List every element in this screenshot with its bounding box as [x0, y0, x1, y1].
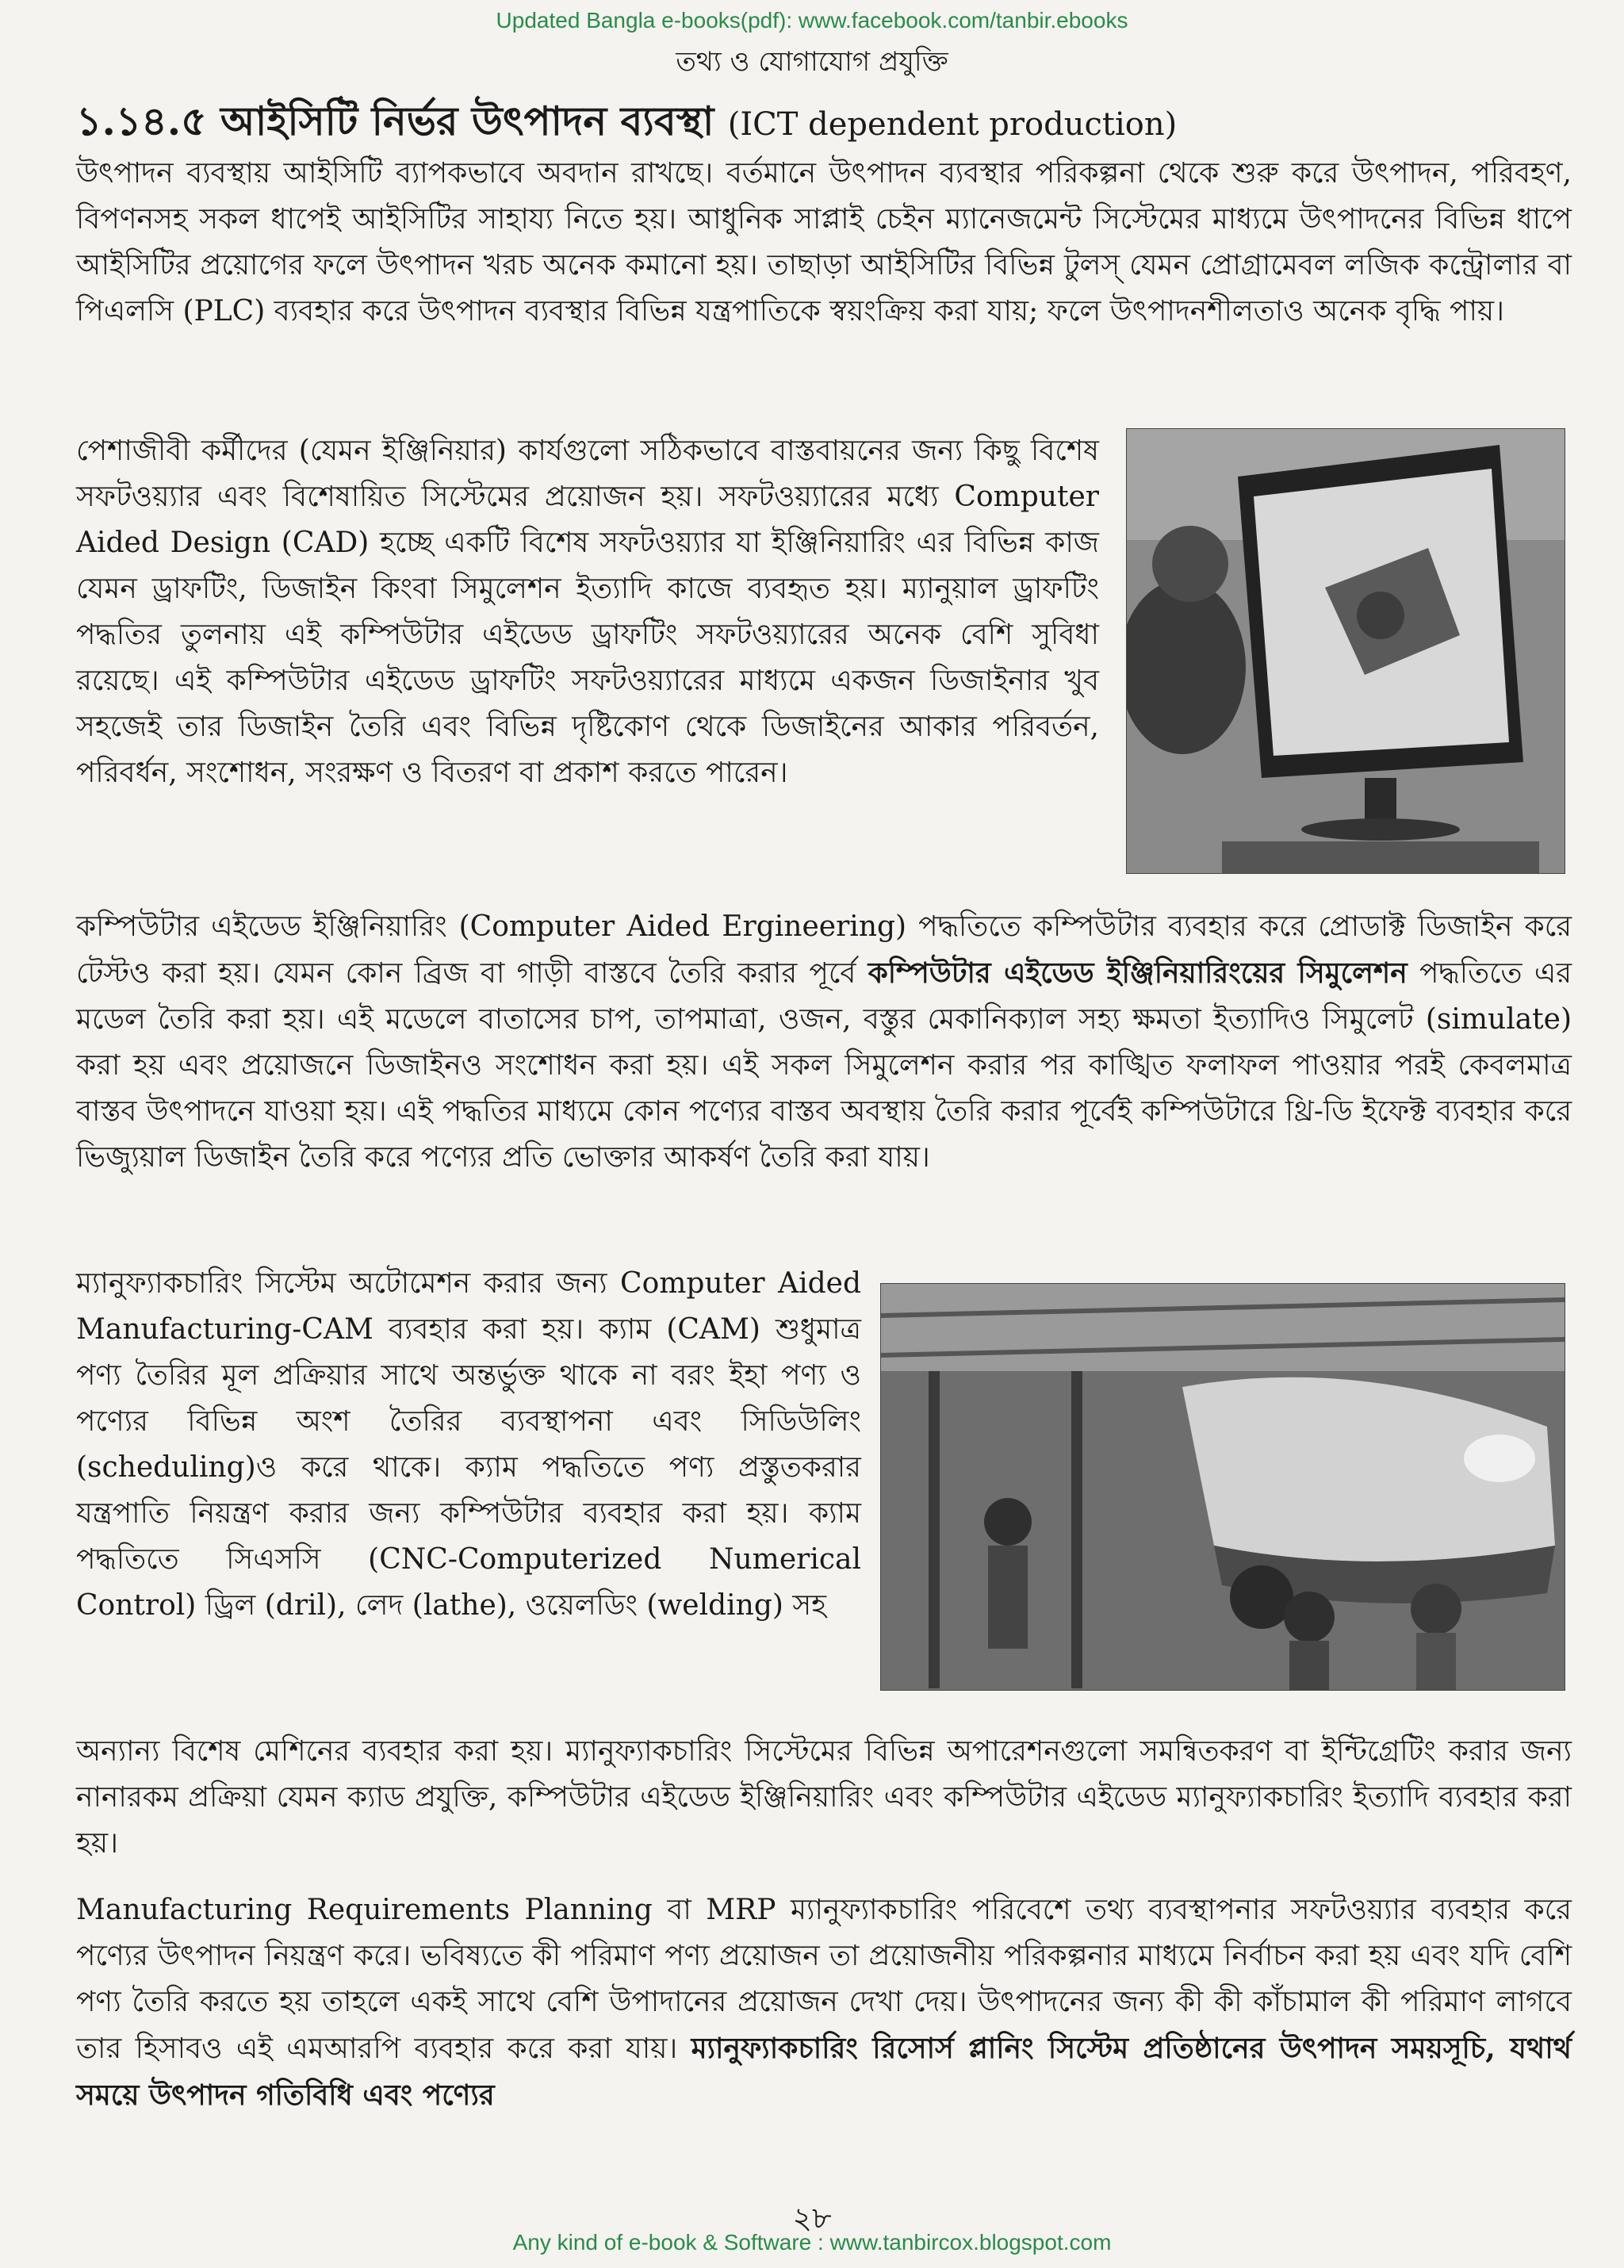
running-head: তথ্য ও যোগাযোগ প্রযুক্তি — [676, 46, 948, 78]
cae-text-part-2: পদ্ধতিতে এর মডেল তৈরি করা হয়। এই মডেলে বাতাসের চাপ, তাপমাত্রা, ওজন, বস্তুর মেকানিক্যাল সহ্য ক্ষমতা ইত্যাদিও সিমুলেট (simulate) করা হয় এবং প্রয়োজনে ডিজাইনও সংশোধন করা হয়। এই সকল সিমুলেশন করার পর কাঙ্খিত ফলাফল পাওয়ার পরই কেবলমাত্র বাস্তব উৎপাদনে যাওয়া হয়। এই পদ্ধতির মাধ্যমে কোন পণ্যের বাস্তব অবস্থায় তৈরি করার পূর্বেই কম্পিউটারে থ্রি-ডি ইফেক্ট ব্যবহার করে ভিজ্যুয়াল ডিজাইন তৈরি করে পণ্যের প্রতি ভোক্তার আকর্ষণ তৈরি করা যায়। — [76, 957, 1572, 1174]
cad-workstation-photo — [1126, 428, 1565, 874]
section-title: ১.১৪.৫ আইসিটি নির্ভর উৎপাদন ব্যবস্থা — [76, 98, 714, 144]
paragraph-intro: উৎপাদন ব্যবস্থায় আইসিটি ব্যাপকভাবে অবদান রাখছে। বর্তমানে উৎপাদন ব্যবস্থার পরিকল্পনা থেকে শুরু করে উৎপাদন, পরিবহণ, বিপণনসহ সকল ধাপেই আইসিটির সাহায্য নিতে হয়। আধুনিক সাপ্লাই চেইন ম্যানেজমেন্ট সিস্টেমের মাধ্যমে উৎপাদনের বিভিন্ন ধাপে আইসিটির প্রয়োগের ফলে উৎপাদন খরচ অনেক কমানো হয়। তাছাড়া আইসিটির বিভিন্ন টুলস্ যেমন প্রোগ্রামেবল লজিক কন্ট্রোলার বা পিএলসি (PLC) ব্যবহার করে উৎপাদন ব্যবস্থার বিভিন্ন যন্ত্রপাতিকে স্বয়ংক্রিয় করা যায়; ফলে উৎপাদনশীলতাও অনেক বৃদ্ধি পায়। — [76, 157, 1572, 328]
watermark-bottom: Any kind of e-book & Software : www.tanbircox.blogspot.com — [512, 2230, 1112, 2255]
section-heading — [76, 94, 1567, 152]
cae-text-bold: কম্পিউটার এইডেড ইঞ্জিনিয়ারিংয়ের সিমুলেশন — [868, 956, 1408, 990]
paragraph-mrp — [76, 1887, 1572, 2149]
paragraph-cae — [76, 904, 1572, 1245]
car-assembly-line-photo — [880, 1283, 1565, 1691]
paragraph-cam: ম্যানুফ্যাকচারিং সিস্টেম অটোমেশন করার জন্য Computer Aided Manufacturing-CAM ব্যবহার করা হয়। ক্যাম (CAM) শুধুমাত্র পণ্য তৈরির মূল প্রক্রিয়ার সাথে অন্তর্ভুক্ত থাকে না বরং ইহা পণ্য ও পণ্যের বিভিন্ন অংশ তৈরির ব্যবস্থাপনা এবং সিডিউলিং (scheduling)ও করে থাকে। ক্যাম পদ্ধতিতে পণ্য প্রস্তুতকরার যন্ত্রপাতি নিয়ন্ত্রণ করার জন্য কম্পিউটার ব্যবহার করা হয়। ক্যাম পদ্ধতিতে সিএসসি (CNC-Computerized Numerical Control) ড্রিল (dril), লেদ (lathe), ওয়েলডিং (welding) সহ — [76, 1267, 861, 1622]
mrp-text-bold: ম্যানুফ্যাকচারিং রিসোর্স প্লানিং সিস্টেম প্রতিষ্ঠানের উৎপাদন সময়সূচি, যথার্থ সময়ে উৎপাদন গতিবিধি এবং পণ্যের — [76, 2032, 1572, 2112]
cad-photo-illustration — [1127, 429, 1565, 873]
section-title-english: (ICT dependent production) — [727, 106, 1178, 143]
cae-text-part-1: কম্পিউটার এইডেড ইঞ্জিনিয়ারিং (Computer Aided Ergineering) পদ্ধতিতে কম্পিউটার ব্যবহার করে প্রোডাক্ট ডিজাইন করে টেস্টও করা হয়। যেমন কোন ব্রিজ বা গাড়ী বাস্তবে তৈরি করার পূর্বে — [76, 910, 1572, 990]
paragraph-cad: পেশাজীবী কর্মীদের (যেমন ইঞ্জিনিয়ার) কার্যগুলো সঠিকভাবে বাস্তবায়নের জন্য কিছু বিশেষ সফটওয়্যার এবং বিশেষায়িত সিস্টেমের প্রয়োজন হয়। সফটওয়্যারের মধ্যে Computer Aided Design (CAD) হচ্ছে একটি বিশেষ সফটওয়্যার যা ইঞ্জিনিয়ারিং এর বিভিন্ন কাজ যেমন ড্রাফটিং, ডিজাইন কিংবা সিমুলেশন ইত্যাদি কাজে ব্যবহৃত হয়। ম্যানুয়াল ড্রাফটিং পদ্ধতির তুলনায় এই কম্পিউটার এইডেড ড্রাফটিং সফটওয়্যারের অনেক বেশি সুবিধা রয়েছে। এই কম্পিউটার এইডেড ড্রাফটিং সফটওয়্যারের মাধ্যমে একজন ডিজাইনার খুব সহজেই তার ডিজাইন তৈরি এবং বিভিন্ন দৃষ্টিকোণ থেকে ডিজাইনের আকার পরিবর্তন, পরিবর্ধন, সংশোধন, সংরক্ষণ ও বিতরণ বা প্রকাশ করতে পারেন। — [76, 435, 1099, 789]
paragraph-cam-continued: অন্যান্য বিশেষ মেশিনের ব্যবহার করা হয়। ম্যানুফ্যাকচারিং সিস্টেমের বিভিন্ন অপারেশনগুলো সমন্বিতকরণ বা ইন্টিগ্রেটিং করার জন্য নানারকম প্রক্রিয়া যেমন ক্যাড প্রযুক্তি, কম্পিউটার এইডেড ইঞ্জিনিয়ারিং এবং কম্পিউটার এইডেড ম্যানুফ্যাকচারিং ইত্যাদি ব্যবহার করা হয়। — [76, 1735, 1572, 1860]
car-photo-illustration — [881, 1284, 1565, 1690]
watermark-top: Updated Bangla e-books(pdf): www.facebook.com/tanbir.ebooks — [496, 8, 1128, 33]
page-number: ২৮ — [792, 2201, 832, 2235]
mrp-text: Manufacturing Requirements Planning বা MRP ম্যানুফ্যাকচারিং পরিবেশে তথ্য ব্যবস্থাপনার সফটওয়্যার ব্যবহার করে পণ্যের উৎপাদন নিয়ন্ত্রণ করে। ভবিষ্যতে কী পরিমাণ পণ্য প্রয়োজন তা প্রয়োজনীয় পরিকল্পনার মাধ্যমে নির্বাচন করা হয় এবং যদি বেশি পণ্য তৈরি করতে হয় তাহলে একই সাথে বেশি উপাদানের প্রয়োজন দেখা দেয়। উৎপাদনের জন্য কী কী কাঁচামাল কী পরিমাণ লাগবে তার হিসাবও এই এমআরপি ব্যবহার করে করা যায়। — [76, 1894, 1572, 2065]
